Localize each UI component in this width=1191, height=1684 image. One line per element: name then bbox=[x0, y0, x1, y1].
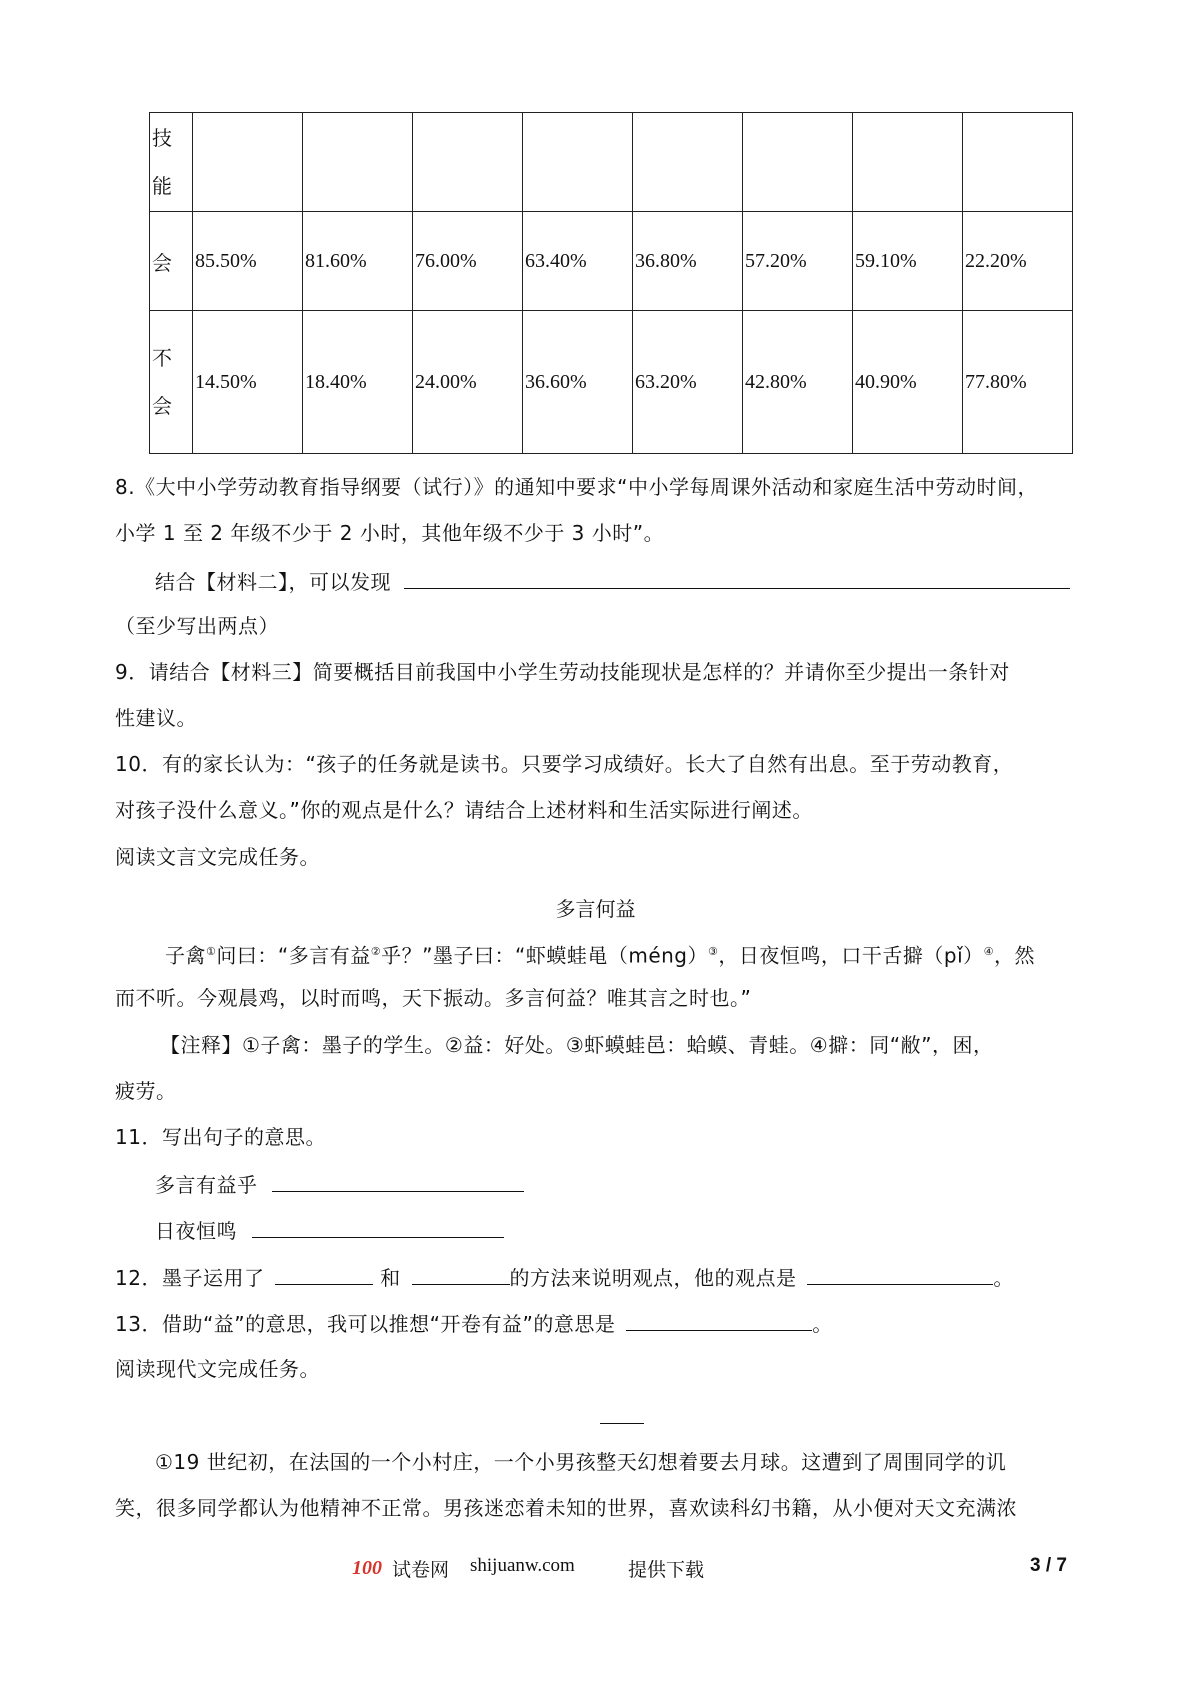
table-cell bbox=[193, 113, 303, 212]
row-label: 技 能 bbox=[150, 113, 193, 212]
q8-line2: 小学 1 至 2 年级不少于 2 小时，其他年级不少于 3 小时”。 bbox=[115, 521, 665, 545]
q11-item2: 日夜恒鸣 bbox=[155, 1217, 504, 1243]
q11-item1: 多言有益乎 bbox=[155, 1171, 524, 1197]
q8-note: （至少写出两点） bbox=[115, 614, 279, 638]
labor-skills-table bbox=[149, 112, 1073, 454]
table-cell bbox=[633, 113, 743, 212]
footer-download-text: 提供下载 bbox=[628, 1559, 705, 1581]
table-cell: 59.10% bbox=[853, 212, 963, 311]
table-cell bbox=[963, 113, 1073, 212]
q12-blank2[interactable] bbox=[412, 1264, 510, 1285]
table-cell: 63.40% bbox=[523, 212, 633, 311]
footnote-ref: ① bbox=[206, 945, 217, 958]
table-cell: 36.60% bbox=[523, 311, 633, 454]
q10-line2: 对孩子没什么意义。”你的观点是什么？请结合上述材料和生活实际进行阐述。 bbox=[115, 798, 813, 822]
table-cell: 81.60% bbox=[303, 212, 413, 311]
classical-para-line2: 而不听。今观晨鸡，以时而鸣，天下振动。多言何益？唯其言之时也。” bbox=[115, 986, 752, 1010]
row-label: 不 会 bbox=[150, 311, 193, 454]
footer-site-name: 试卷网 bbox=[392, 1559, 450, 1581]
site-logo: 100 bbox=[352, 1557, 382, 1579]
q13-blank[interactable] bbox=[626, 1310, 812, 1331]
table-cell: 14.50% bbox=[193, 311, 303, 454]
table-row bbox=[150, 311, 1073, 454]
q12-blank1[interactable] bbox=[275, 1264, 373, 1285]
table-cell: 36.80% bbox=[633, 212, 743, 311]
q9-line2: 性建议。 bbox=[115, 706, 197, 730]
modern-intro: 阅读现代文完成任务。 bbox=[115, 1357, 320, 1381]
modern-para-line1: ①19 世纪初，在法国的一个小村庄，一个小男孩整天幻想着要去月球。这遭到了周围同学的讥 bbox=[155, 1450, 1007, 1474]
q11-title: 11．写出句子的意思。 bbox=[115, 1125, 326, 1149]
footnote-ref: ④ bbox=[983, 945, 995, 958]
table-cell bbox=[303, 113, 413, 212]
table-row bbox=[150, 113, 1073, 212]
table-cell bbox=[853, 113, 963, 212]
footnote-ref: ③ bbox=[708, 945, 719, 958]
table-row bbox=[150, 212, 1073, 311]
table-cell: 40.90% bbox=[853, 311, 963, 454]
q8-line1: 8.《大中小学劳动教育指导纲要（试行）》的通知中要求“中小学每周课外活动和家庭生活中劳动时间， bbox=[115, 475, 1038, 499]
table-cell bbox=[743, 113, 853, 212]
table-cell: 24.00% bbox=[413, 311, 523, 454]
classical-para-line1: 子禽①问曰：“多言有益②乎？”墨子曰：“虾蟆蛙黾（méng）③，日夜恒鸣，口干舌擗（pǐ）④，然 bbox=[165, 943, 1036, 968]
table-cell bbox=[413, 113, 523, 212]
classical-notes-line2: 疲劳。 bbox=[115, 1079, 177, 1103]
table-cell: 42.80% bbox=[743, 311, 853, 454]
classical-intro: 阅读文言文完成任务。 bbox=[115, 845, 320, 869]
table-cell: 77.80% bbox=[963, 311, 1073, 454]
classical-notes-line1: 【注释】①子禽：墨子的学生。②益：好处。③虾蟆蛙邑：蛤蟆、青蛙。④擗：同“敝”，困， bbox=[160, 1033, 994, 1057]
table-cell: 85.50% bbox=[193, 212, 303, 311]
row-label: 会 bbox=[150, 212, 193, 311]
q8-answer-blank[interactable] bbox=[404, 568, 1070, 589]
page-footer bbox=[0, 1555, 1191, 1585]
table-cell bbox=[523, 113, 633, 212]
table-cell: 57.20% bbox=[743, 212, 853, 311]
q13-line: 13．借助“益”的意思，我可以推想“开卷有益”的意思是 。 bbox=[115, 1312, 833, 1336]
q12-line: 12．墨子运用了 和 的方法来说明观点，他的观点是 。 bbox=[115, 1266, 1014, 1290]
q8-prompt: 结合【材料二】，可以发现 bbox=[155, 568, 1070, 594]
modern-title-blank bbox=[600, 1423, 644, 1424]
footer-url[interactable]: shijuanw.com bbox=[470, 1555, 575, 1576]
modern-para-line2: 笑，很多同学都认为他精神不正常。男孩迷恋着未知的世界，喜欢读科幻书籍，从小便对天文充满浓 bbox=[115, 1496, 1017, 1520]
q9-line1: 9．请结合【材料三】简要概括目前我国中小学生劳动技能现状是怎样的？并请你至少提出一条针对 bbox=[115, 660, 1010, 684]
classical-title: 多言何益 bbox=[555, 897, 636, 921]
table-cell: 63.20% bbox=[633, 311, 743, 454]
page-number: 3 / 7 bbox=[1030, 1555, 1067, 1576]
table-cell: 22.20% bbox=[963, 212, 1073, 311]
q11-answer2-blank[interactable] bbox=[252, 1217, 504, 1238]
footnote-ref: ② bbox=[370, 945, 382, 958]
q11-answer1-blank[interactable] bbox=[272, 1171, 524, 1192]
q10-line1: 10．有的家长认为：“孩子的任务就是读书。只要学习成绩好。长大了自然有出息。至于劳动教育， bbox=[115, 752, 1014, 776]
q12-blank3[interactable] bbox=[807, 1264, 993, 1285]
table-cell: 76.00% bbox=[413, 212, 523, 311]
table-cell: 18.40% bbox=[303, 311, 413, 454]
